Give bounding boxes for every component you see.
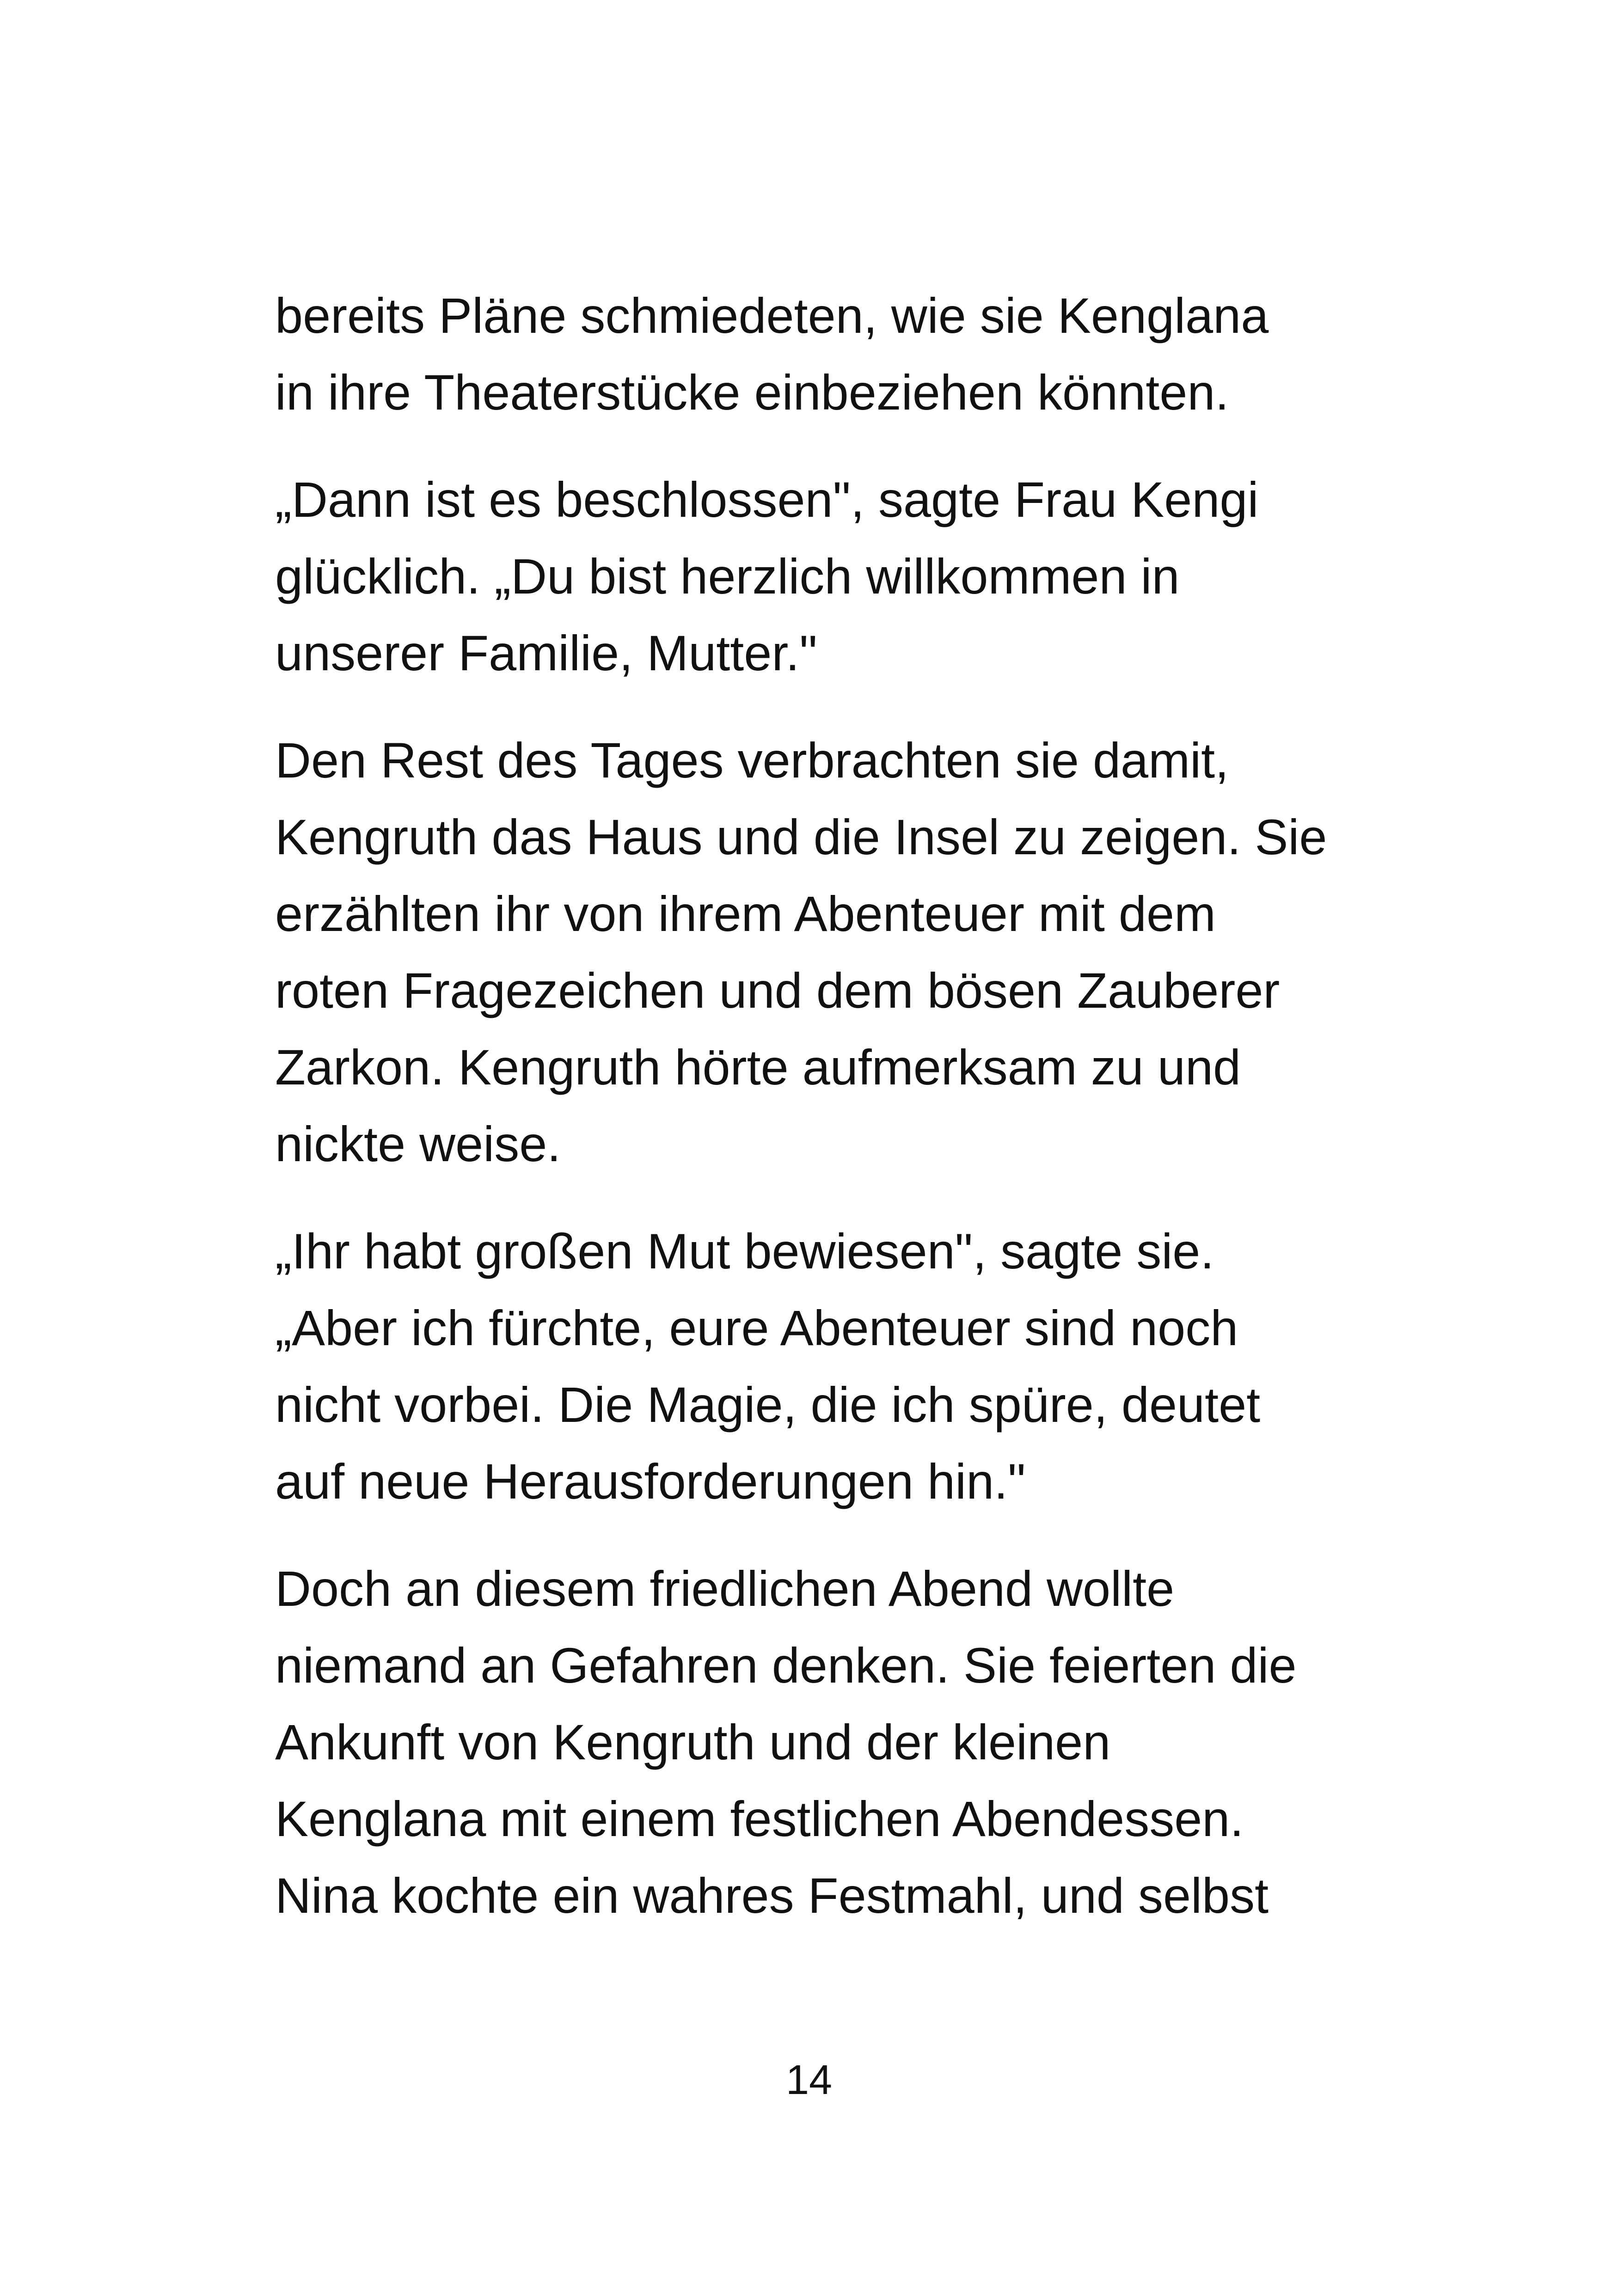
paragraph-3 — [275, 722, 1385, 1182]
text-line: niemand an Gefahren denken. Sie feierten die — [275, 1637, 1297, 1693]
text-line: Ankunft von Kengruth und der kleinen — [275, 1714, 1111, 1770]
text-line: Doch an diesem friedlichen Abend wollte — [275, 1561, 1175, 1616]
text-line: erzählten ihr von ihrem Abenteuer mit dem — [275, 886, 1216, 942]
paragraph-5 — [275, 1550, 1385, 1934]
text-line: „Dann ist es beschlossen", sagte Frau Kengi — [275, 471, 1259, 527]
text-line: Kengruth das Haus und die Insel zu zeigen. Sie — [275, 809, 1327, 865]
text-line: „Aber ich fürchte, eure Abenteuer sind noch — [275, 1300, 1238, 1356]
text-line: glücklich. „Du bist herzlich willkommen in — [275, 548, 1180, 604]
text-line: Nina kochte ein wahres Festmahl, und selbst — [275, 1867, 1269, 1923]
paragraph-1 — [275, 277, 1385, 431]
text-line: Zarkon. Kengruth hörte aufmerksam zu und — [275, 1039, 1241, 1095]
body-text — [275, 277, 1385, 1965]
text-line: nickte weise. — [275, 1116, 561, 1172]
text-line: roten Fragezeichen und dem bösen Zauberer — [275, 962, 1280, 1018]
text-line: unserer Familie, Mutter." — [275, 625, 817, 681]
text-line: auf neue Herausforderungen hin." — [275, 1453, 1026, 1509]
text-line: Den Rest des Tages verbrachten sie damit, — [275, 732, 1229, 788]
text-line: nicht vorbei. Die Magie, die ich spüre, deutet — [275, 1377, 1261, 1433]
text-line: bereits Pläne schmiedeten, wie sie Kenglana — [275, 288, 1269, 343]
text-line: Kenglana mit einem festlichen Abendessen. — [275, 1791, 1244, 1847]
text-line: in ihre Theaterstücke einbeziehen könnten. — [275, 364, 1229, 420]
paragraph-4 — [275, 1213, 1385, 1520]
page-number: 14 — [785, 2057, 833, 2103]
paragraph-2 — [275, 461, 1385, 692]
text-line: „Ihr habt großen Mut bewiesen", sagte sie. — [275, 1223, 1214, 1279]
